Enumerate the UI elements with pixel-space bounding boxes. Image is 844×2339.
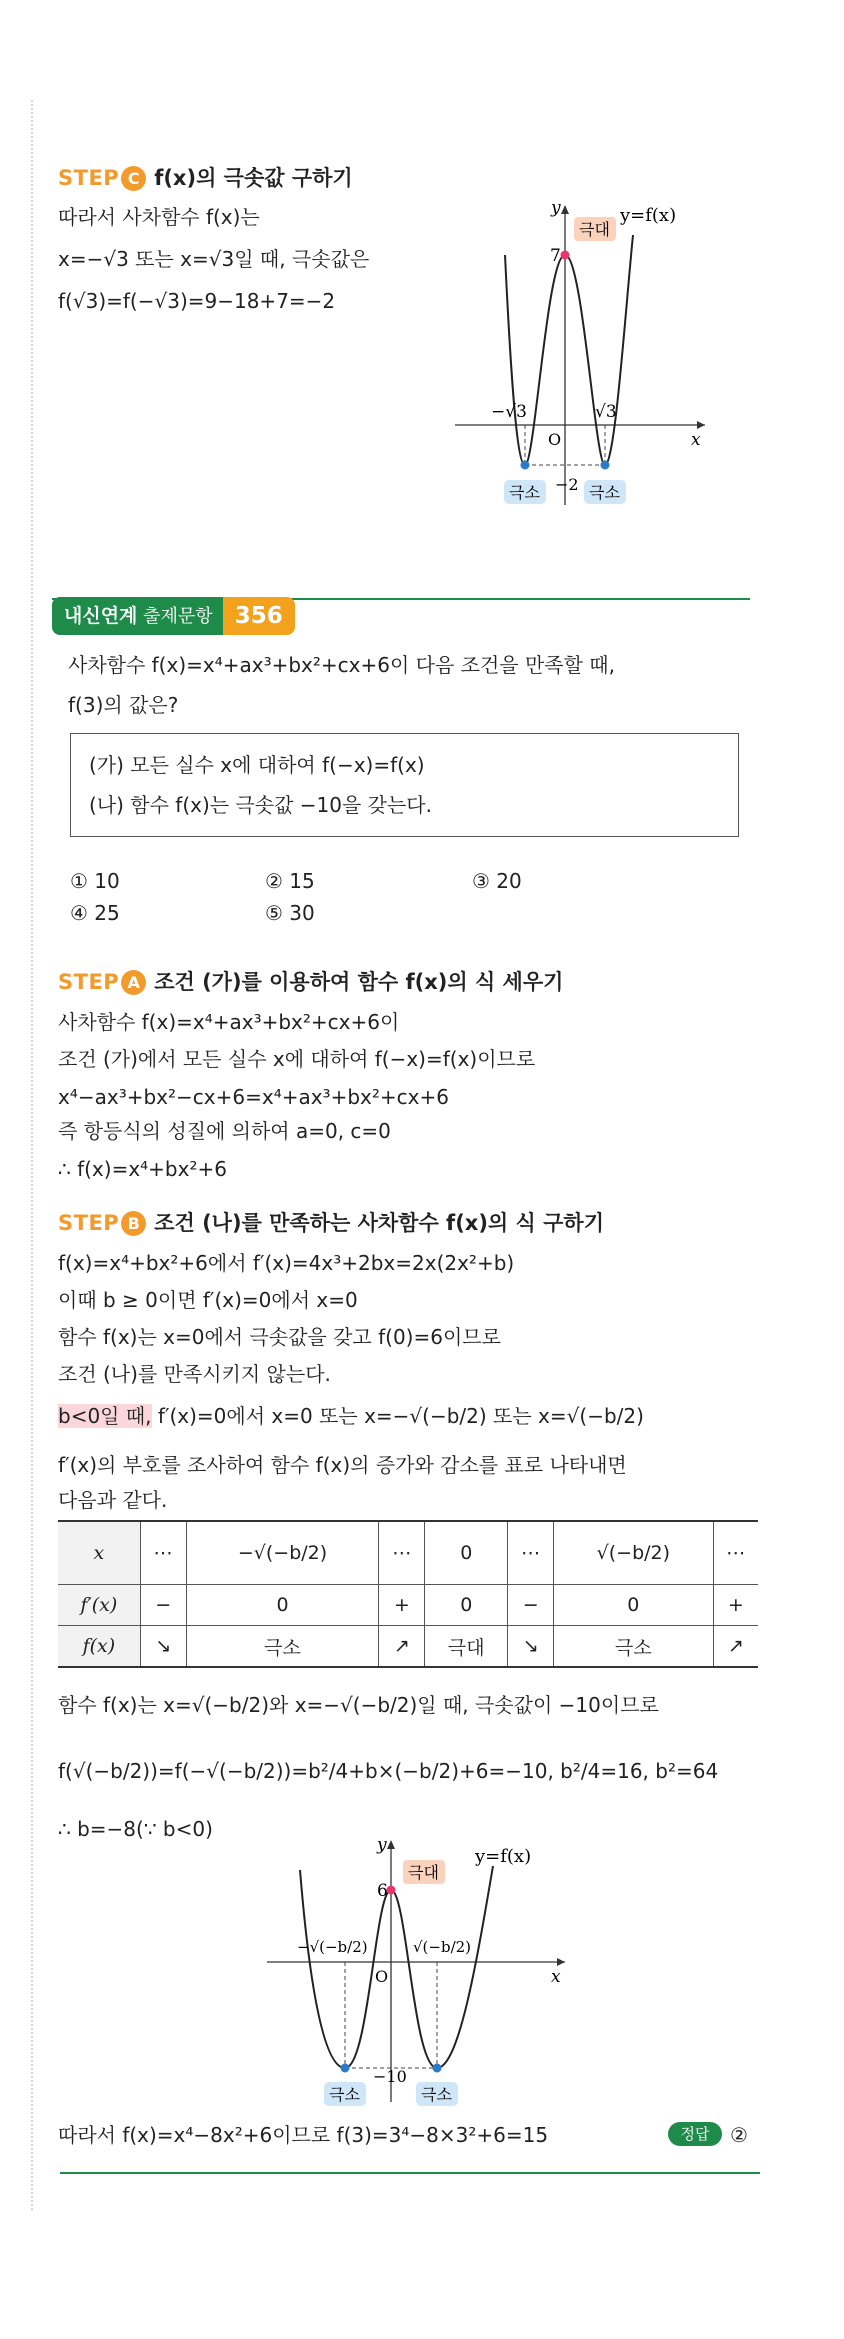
problem-line-1: 사차함수 f(x)=x⁴+ax³+bx²+cx+6이 다음 조건을 만족할 때, (68, 653, 615, 677)
step-b-line-3: 함수 f(x)는 x=0에서 극솟값을 갖고 f(0)=6이므로 (58, 1325, 501, 1349)
answer-tag: 정답 (668, 2122, 722, 2146)
choice-2: ② 15 (265, 869, 315, 893)
min-point-left (521, 461, 530, 470)
max-value: 7 (550, 246, 561, 266)
curve-label: y=f(x) (620, 205, 677, 226)
right-root: √(−b/2) (413, 1938, 472, 1956)
choice-1: ① 10 (70, 869, 120, 893)
step-a-line-5: ∴ f(x)=x⁴+bx²+6 (58, 1157, 227, 1181)
problem-number: 356 (223, 597, 295, 635)
step-b-line-5: f′(x)의 부호를 조사하여 함수 f(x)의 증가와 감소를 표로 나타내면 (58, 1453, 627, 1477)
step-c-heading: STEP C f(x)의 극솟값 구하기 (58, 166, 353, 190)
max-value: 6 (377, 1881, 388, 1901)
choice-4: ④ 25 (70, 901, 120, 925)
margin-guide (31, 100, 33, 2210)
curve-label: y=f(x) (475, 1846, 532, 1867)
max-tag: 극대 (408, 1863, 439, 1882)
origin-label: O (548, 430, 562, 449)
min-tag-right: 극소 (421, 2085, 452, 2104)
x-arrow (697, 421, 705, 429)
right-root: √3 (595, 402, 617, 422)
after-table-line-3: ∴ b=−8(∵ b<0) (58, 1817, 213, 1841)
condition-box (70, 733, 739, 837)
table-row: f′(x) − 0 + 0 − 0 + (58, 1585, 758, 1626)
min-point-left (341, 2064, 350, 2073)
min-tag-right: 극소 (589, 483, 620, 502)
step-b-line-2: 이때 b ≥ 0이면 f′(x)=0에서 x=0 (58, 1288, 358, 1312)
step-badge: B (121, 1211, 146, 1236)
step-c-line-1: 따라서 사차함수 f(x)는 (58, 205, 260, 229)
step-b-line-6: 다음과 같다. (58, 1488, 168, 1512)
step-badge: A (121, 970, 146, 995)
problem-header: 내신연계 출제문항 356 (52, 597, 295, 635)
min-point-right (433, 2064, 442, 2073)
case-highlight: b<0일 때, (58, 1404, 152, 1428)
min-value: −10 (373, 2067, 407, 2086)
min-tag-left: 극소 (329, 2085, 360, 2104)
min-point-right (601, 461, 610, 470)
step-c-line-3: f(√3)=f(−√3)=9−18+7=−2 (58, 289, 336, 313)
max-point (387, 1886, 396, 1895)
y-label: y (551, 198, 561, 218)
table-row: x ⋯ −√(−b/2) ⋯ 0 ⋯ √(−b/2) ⋯ (58, 1521, 758, 1585)
after-table-line-2: f(√(−b/2))=f(−√(−b/2))=b²/4+b×(−b/2)+6=−10, b²/4=16, b²=64 (58, 1759, 719, 1783)
left-root: −√(−b/2) (297, 1938, 368, 1956)
min-value: −2 (555, 475, 579, 494)
step-b-line-1: f(x)=x⁴+bx²+6에서 f′(x)=4x³+2bx=2x(2x²+b) (58, 1251, 515, 1275)
max-point (561, 251, 570, 260)
curve (300, 1866, 493, 2068)
step-c-line-2: x=−√3 또는 x=√3일 때, 극솟값은 (58, 247, 370, 271)
left-root: −√3 (491, 402, 527, 422)
table-row: f(x) ↘ 극소 ↗ 극대 ↘ 극소 ↗ (58, 1626, 758, 1668)
after-table-line-1: 함수 f(x)는 x=√(−b/2)와 x=−√(−b/2)일 때, 극솟값이 −10이므로 (58, 1693, 659, 1717)
problem-line-2: f(3)의 값은? (68, 693, 179, 717)
final-line: 따라서 f(x)=x⁴−8x²+6이므로 f(3)=3⁴−8×3²+6=15 (58, 2123, 549, 2147)
step-a-line-4: 즉 항등식의 성질에 의하여 a=0, c=0 (58, 1119, 391, 1143)
graph-1 (455, 195, 715, 513)
min-tag-left: 극소 (509, 483, 540, 502)
x-label: x (691, 430, 701, 450)
variation-table (58, 1520, 758, 1668)
graph-2 (265, 1830, 595, 2112)
step-b-case: b<0일 때, f′(x)=0에서 x=0 또는 x=−√(−b/2) 또는 x=√(−b/2) (58, 1404, 644, 1428)
y-label: y (377, 1835, 387, 1855)
x-arrow (557, 1958, 565, 1966)
step-a-line-1: 사차함수 f(x)=x⁴+ax³+bx²+cx+6이 (58, 1010, 400, 1034)
step-badge: C (121, 166, 146, 191)
step-a-heading: STEP A 조건 (가)를 이용하여 함수 f(x)의 식 세우기 (58, 970, 564, 994)
max-tag: 극대 (579, 220, 610, 239)
step-a-line-3: x⁴−ax³+bx²−cx+6=x⁴+ax³+bx²+cx+6 (58, 1085, 449, 1109)
y-arrow (387, 1840, 395, 1849)
x-label: x (551, 1967, 561, 1987)
origin-label: O (375, 1967, 389, 1986)
answer-value: ② (730, 2123, 748, 2147)
condition-a: (가) 모든 실수 x에 대하여 f(−x)=f(x) (89, 753, 425, 777)
condition-b: (나) 함수 f(x)는 극솟값 −10을 갖는다. (89, 793, 432, 817)
step-b-heading: STEP B 조건 (나)를 만족하는 사차함수 f(x)의 식 구하기 (58, 1211, 604, 1235)
step-b-line-4: 조건 (나)를 만족시키지 않는다. (58, 1362, 331, 1386)
step-a-line-2: 조건 (가)에서 모든 실수 x에 대하여 f(−x)=f(x)이므로 (58, 1047, 536, 1071)
y-arrow (561, 205, 569, 214)
curve (505, 235, 633, 465)
choice-3: ③ 20 (472, 869, 522, 893)
choice-5: ⑤ 30 (265, 901, 315, 925)
bottom-rule (60, 2172, 760, 2174)
